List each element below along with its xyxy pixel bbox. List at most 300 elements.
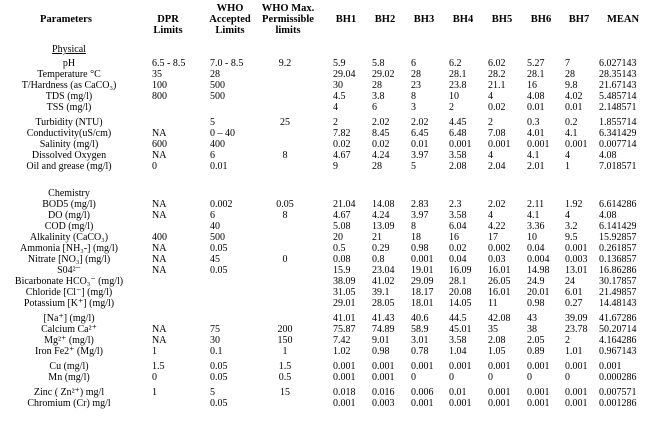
header-mean: MEAN: [606, 14, 640, 25]
parameter-name: Iron Fe2⁺ (Mg/l): [34, 346, 104, 357]
table-row: [0, 324, 653, 335]
bh3-value: 0: [411, 372, 416, 383]
bh7-value: 6.01: [565, 287, 583, 298]
bh5-value: 0.001: [488, 139, 511, 150]
mean-value: 21.49857: [599, 287, 637, 298]
bh6-value: 43: [527, 313, 537, 324]
table-row: [0, 161, 653, 172]
table-row: [0, 150, 653, 161]
who-accepted-limit: 28: [210, 69, 220, 80]
table-row: [0, 102, 653, 113]
parameter-name: Salinity (mg/l): [39, 139, 99, 150]
table-row: [0, 361, 653, 372]
bh6-value: 38: [527, 324, 537, 335]
bh6-value: 28.1: [527, 69, 545, 80]
mean-value: 4.08: [599, 150, 617, 161]
bh6-value: 20.01: [527, 287, 550, 298]
bh1-value: 0.001: [333, 372, 356, 383]
dpr-limit: 0: [152, 372, 157, 383]
mean-value: 7.018571: [599, 161, 637, 172]
bh5-value: 28.2: [488, 69, 506, 80]
bh7-value: 0.001: [565, 387, 588, 398]
bh3-value: 29.09: [411, 276, 434, 287]
bh1-value: 30: [333, 80, 343, 91]
bh2-value: 28.05: [372, 298, 395, 309]
who-accepted-limit: 0.05: [210, 243, 228, 254]
bh5-value: 4: [488, 91, 493, 102]
bh7-value: 1.92: [565, 199, 583, 210]
bh2-value: 0.02: [372, 139, 390, 150]
who-max-limit: 8: [282, 150, 288, 161]
who-accepted-limit: 0.01: [210, 161, 228, 172]
who-accepted-limit: 30: [210, 335, 220, 346]
header-who-accepted-limits: WHO Accepted Limits: [209, 3, 251, 36]
mean-value: 15.92857: [599, 232, 637, 243]
bh1-value: 29.01: [333, 298, 356, 309]
bh2-value: 2.02: [372, 117, 390, 128]
who-max-limit: 15: [280, 387, 290, 398]
dpr-limit: 400: [152, 232, 167, 243]
bh4-value: 6.2: [449, 58, 462, 69]
bh7-value: 0.001: [565, 398, 588, 409]
bh2-value: 74.89: [372, 324, 395, 335]
bh5-value: 0.02: [488, 102, 506, 113]
bh3-value: 8: [411, 91, 416, 102]
parameter-name: TSS (mg/l): [46, 102, 92, 113]
mean-value: 30.17857: [599, 276, 637, 287]
bh6-value: 4.1: [527, 210, 540, 221]
who-max-limit: 25: [280, 117, 290, 128]
table-row: [0, 128, 653, 139]
header-dpr-limits: DPR Limits: [153, 14, 183, 36]
bh3-value: 0.001: [411, 254, 434, 265]
bh4-value: 0: [449, 372, 454, 383]
bh7-value: 4.02: [565, 91, 583, 102]
table-row: [0, 398, 653, 409]
table-row: [0, 313, 653, 324]
dpr-limit: NA: [152, 150, 167, 161]
bh7-value: 0.2: [565, 117, 578, 128]
mean-value: 1.855714: [599, 117, 637, 128]
bh2-value: 0.001: [372, 361, 395, 372]
who-accepted-limit: 6: [210, 210, 215, 221]
bh4-value: 0.01: [449, 387, 467, 398]
table-row: [0, 139, 653, 150]
bh4-value: 28.1: [449, 276, 467, 287]
who-max-limit: 1: [282, 346, 288, 357]
bh4-value: 0.04: [449, 254, 467, 265]
table-row: [0, 91, 653, 102]
table-row: [0, 232, 653, 243]
bh6-value: 4.1: [527, 150, 540, 161]
bh4-value: 23.8: [449, 80, 467, 91]
bh7-value: 0.001: [565, 139, 588, 150]
bh3-value: 0.98: [411, 243, 429, 254]
bh5-value: 21.1: [488, 80, 506, 91]
bh1-value: 38.09: [333, 276, 356, 287]
parameter-name: Mn (mg/l): [48, 372, 90, 383]
bh7-value: 0.01: [565, 102, 583, 113]
mean-value: 41.67286: [599, 313, 637, 324]
dpr-limit: NA: [152, 199, 167, 210]
table-row: [0, 254, 653, 265]
bh5-value: 0.001: [488, 387, 511, 398]
who-max-limit: 0: [282, 254, 288, 265]
parameter-name: Potassium [K⁺] (mg/l): [23, 298, 115, 309]
parameter-name: S04²⁻: [57, 265, 81, 276]
dpr-limit: 1: [152, 346, 157, 357]
who-accepted-limit: 40: [210, 221, 220, 232]
bh3-value: 0.78: [411, 346, 429, 357]
mean-value: 28.35143: [599, 69, 637, 80]
mean-value: 0.001286: [599, 398, 637, 409]
bh7-value: 4.1: [565, 128, 578, 139]
bh6-value: 4.08: [527, 91, 545, 102]
bh3-value: 23: [411, 80, 421, 91]
section-chemistry-row: [0, 188, 653, 199]
bh2-value: 4.24: [372, 150, 390, 161]
who-accepted-limit: 0.002: [210, 199, 233, 210]
who-accepted-limit: 6: [210, 150, 215, 161]
bh4-value: 20.08: [449, 287, 472, 298]
bh1-value: 5.9: [333, 58, 346, 69]
bh5-value: 26.05: [488, 276, 511, 287]
bh5-value: 2.02: [488, 199, 506, 210]
bh5-value: 11: [488, 298, 498, 309]
bh1-value: 9: [333, 161, 338, 172]
bh1-value: 15.9: [333, 265, 351, 276]
section-physical-label: Physical: [52, 44, 86, 55]
parameter-name: Bicarbonate HCO₃⁻ (mg/l): [14, 276, 124, 287]
parameter-name: pH: [62, 58, 76, 69]
bh2-value: 0.29: [372, 243, 390, 254]
bh3-value: 0.006: [411, 387, 434, 398]
mean-value: 0.007714: [599, 139, 637, 150]
who-accepted-limit: 0.05: [210, 372, 228, 383]
header-bh6: BH6: [530, 14, 552, 25]
bh4-value: 10: [449, 91, 459, 102]
bh3-value: 8: [411, 221, 416, 232]
bh1-value: 21.04: [333, 199, 356, 210]
table-row: [0, 199, 653, 210]
bh3-value: 0.01: [411, 139, 429, 150]
bh6-value: 0.001: [527, 387, 550, 398]
parameter-name: BOD5 (mg/l): [42, 199, 96, 210]
dpr-limit: NA: [152, 324, 167, 335]
bh7-value: 0: [565, 372, 570, 383]
table-row: [0, 210, 653, 221]
bh2-value: 13.09: [372, 221, 395, 232]
dpr-limit: 35: [152, 69, 162, 80]
bh5-value: 1.05: [488, 346, 506, 357]
bh7-value: 0.27: [565, 298, 583, 309]
bh5-value: 35: [488, 324, 498, 335]
who-max-limit: 200: [277, 324, 293, 335]
bh7-value: 4: [565, 210, 570, 221]
section-physical-row: [0, 44, 653, 55]
who-accepted-limit: 45: [210, 254, 220, 265]
table-row: [0, 80, 653, 91]
who-accepted-limit: 0.05: [210, 265, 228, 276]
bh6-value: 0: [527, 372, 532, 383]
bh5-value: 42.08: [488, 313, 511, 324]
mean-value: 0.136857: [599, 254, 637, 265]
bh6-value: 0.98: [527, 298, 545, 309]
parameter-name: Ammonia [NH₃-] (mg/l): [20, 243, 118, 254]
table-row: [0, 287, 653, 298]
bh7-value: 9.8: [565, 80, 578, 91]
bh2-value: 39.1: [372, 287, 390, 298]
parameter-name: Temperature °C: [37, 69, 101, 80]
bh2-value: 0.001: [372, 372, 395, 383]
bh1-value: 29.04: [333, 69, 356, 80]
bh6-value: 0.01: [527, 102, 545, 113]
header-who-max-limits: WHO Max. Permissible limits: [261, 3, 315, 36]
bh6-value: 3.36: [527, 221, 545, 232]
bh5-value: 17: [488, 232, 498, 243]
bh1-value: 75.87: [333, 324, 356, 335]
who-accepted-limit: 7.0 - 8.5: [210, 58, 244, 69]
parameter-name: Cu (mg/l): [49, 361, 89, 372]
section-chemistry-label: Chemistry: [48, 188, 90, 199]
who-accepted-limit: 0 – 40: [210, 128, 235, 139]
bh3-value: 40.6: [411, 313, 429, 324]
bh3-value: 3.01: [411, 335, 429, 346]
bh2-value: 14.08: [372, 199, 395, 210]
bh4-value: 44.5: [449, 313, 467, 324]
header-bh7: BH7: [568, 14, 590, 25]
bh5-value: 2.04: [488, 161, 506, 172]
bh1-value: 7.82: [333, 128, 351, 139]
bh3-value: 6.45: [411, 128, 429, 139]
header-bh4: BH4: [452, 14, 474, 25]
bh4-value: 0.001: [449, 139, 472, 150]
mean-value: 14.48143: [599, 298, 637, 309]
bh6-value: 16: [527, 80, 537, 91]
who-accepted-limit: 5: [210, 117, 215, 128]
bh6-value: 24.9: [527, 276, 545, 287]
bh1-value: 0.08: [333, 254, 351, 265]
mean-value: 4.08: [599, 210, 617, 221]
mean-value: 4.164286: [599, 335, 637, 346]
bh1-value: 0.02: [333, 139, 351, 150]
bh5-value: 4: [488, 150, 493, 161]
bh3-value: 0.001: [411, 361, 434, 372]
bh3-value: 18.17: [411, 287, 434, 298]
bh6-value: 2.01: [527, 161, 545, 172]
bh4-value: 3.58: [449, 335, 467, 346]
bh6-value: 0.3: [527, 117, 540, 128]
mean-value: 0.261857: [599, 243, 637, 254]
bh2-value: 28: [372, 161, 382, 172]
bh5-value: 4: [488, 210, 493, 221]
bh7-value: 39.09: [565, 313, 588, 324]
who-max-limit: 0.5: [278, 372, 292, 383]
parameter-name: Alkalinity (CaCO₃): [29, 232, 109, 243]
bh3-value: 2.02: [411, 117, 429, 128]
bh3-value: 0.001: [411, 398, 434, 409]
bh7-value: 2: [565, 335, 570, 346]
bh1-value: 31.05: [333, 287, 356, 298]
bh5-value: 7.08: [488, 128, 506, 139]
dpr-limit: NA: [152, 254, 167, 265]
bh4-value: 28.1: [449, 69, 467, 80]
bh7-value: 7: [565, 58, 570, 69]
bh2-value: 0.003: [372, 398, 395, 409]
parameter-name: COD (mg/l): [44, 221, 94, 232]
bh6-value: 10: [527, 232, 537, 243]
bh7-value: 1.01: [565, 346, 583, 357]
dpr-limit: 100: [152, 80, 167, 91]
bh5-value: 2.08: [488, 335, 506, 346]
who-accepted-limit: 0.1: [210, 346, 223, 357]
bh1-value: 41.01: [333, 313, 356, 324]
bh4-value: 6.04: [449, 221, 467, 232]
table-row: [0, 387, 653, 398]
bh4-value: 6.48: [449, 128, 467, 139]
bh2-value: 4.24: [372, 210, 390, 221]
bh6-value: 0.89: [527, 346, 545, 357]
dpr-limit: 1.5: [152, 361, 165, 372]
bh7-value: 0.001: [565, 361, 588, 372]
bh5-value: 0.03: [488, 254, 506, 265]
bh5-value: 16.01: [488, 265, 511, 276]
bh6-value: 4.01: [527, 128, 545, 139]
who-max-limit: 1.5: [278, 361, 292, 372]
table-row: [0, 335, 653, 346]
mean-value: 21.67143: [599, 80, 637, 91]
parameter-name: DO (mg/l): [48, 210, 90, 221]
bh4-value: 16: [449, 232, 459, 243]
parameter-name: Nitrate [NO₃] (mg/l): [27, 254, 111, 265]
who-accepted-limit: 400: [210, 139, 225, 150]
bh4-value: 2.08: [449, 161, 467, 172]
bh3-value: 18: [411, 232, 421, 243]
mean-value: 6.141429: [599, 221, 637, 232]
parameter-name: Zinc ( Zn²⁺) mg/l: [33, 387, 105, 398]
mean-value: 6.341429: [599, 128, 637, 139]
parameter-name: Conductivity(uS/cm): [26, 128, 112, 139]
dpr-limit: NA: [152, 265, 167, 276]
mean-value: 0.001: [599, 361, 622, 372]
bh2-value: 28: [372, 80, 382, 91]
table-row: [0, 346, 653, 357]
bh2-value: 23.04: [372, 265, 395, 276]
mean-value: 0.007571: [599, 387, 637, 398]
bh4-value: 2.3: [449, 199, 462, 210]
mean-value: 0.000286: [599, 372, 637, 383]
dpr-limit: 800: [152, 91, 167, 102]
bh5-value: 4.22: [488, 221, 506, 232]
bh1-value: 0.018: [333, 387, 356, 398]
parameter-name: T/Hardness (as CaCO₃): [21, 80, 117, 91]
header-bh5: BH5: [491, 14, 513, 25]
mean-value: 2.148571: [599, 102, 637, 113]
bh6-value: 14.98: [527, 265, 550, 276]
bh1-value: 4.5: [333, 91, 346, 102]
bh4-value: 3.58: [449, 150, 467, 161]
bh6-value: 5.27: [527, 58, 545, 69]
header-bh1: BH1: [335, 14, 357, 25]
dpr-limit: NA: [152, 243, 167, 254]
bh7-value: 9.5: [565, 232, 578, 243]
parameter-name: Dissolved Oxygen: [31, 150, 107, 161]
parameter-name: Calcium Ca²⁺: [41, 324, 97, 335]
table-row: [0, 243, 653, 254]
who-accepted-limit: 0.05: [210, 361, 228, 372]
parameter-name: Oil and grease (mg/l): [26, 161, 112, 172]
table-row: [0, 276, 653, 287]
bh5-value: 0: [488, 372, 493, 383]
bh2-value: 29.02: [372, 69, 395, 80]
parameter-name: Mg²⁺ (mg/l): [44, 335, 94, 346]
bh5-value: 16.01: [488, 287, 511, 298]
bh7-value: 24: [565, 276, 575, 287]
table-row: [0, 265, 653, 276]
bh1-value: 0.5: [333, 243, 346, 254]
bh3-value: 2.83: [411, 199, 429, 210]
who-accepted-limit: 500: [210, 80, 225, 91]
bh2-value: 0.8: [372, 254, 385, 265]
bh4-value: 3.58: [449, 210, 467, 221]
bh4-value: 4.45: [449, 117, 467, 128]
parameter-name: [Na⁺] (mg/l): [43, 313, 95, 324]
dpr-limit: 6.5 - 8.5: [152, 58, 186, 69]
bh4-value: 0.001: [449, 398, 472, 409]
bh7-value: 4: [565, 150, 570, 161]
bh2-value: 0.016: [372, 387, 395, 398]
bh6-value: 0.001: [527, 139, 550, 150]
bh7-value: 13.01: [565, 265, 588, 276]
bh1-value: 4: [333, 102, 338, 113]
bh2-value: 6: [372, 102, 377, 113]
bh1-value: 1.02: [333, 346, 351, 357]
bh1-value: 5.08: [333, 221, 351, 232]
bh2-value: 21: [372, 232, 382, 243]
bh1-value: 4.67: [333, 210, 351, 221]
bh5-value: 0.002: [488, 243, 511, 254]
bh4-value: 0.02: [449, 243, 467, 254]
parameter-name: Chloride [Cl⁻] (mg/l): [25, 287, 113, 298]
bh2-value: 3.8: [372, 91, 385, 102]
bh2-value: 8.45: [372, 128, 390, 139]
who-max-limit: 0.05: [276, 199, 294, 210]
bh7-value: 0.003: [565, 254, 588, 265]
dpr-limit: 1: [152, 387, 157, 398]
table-row: [0, 221, 653, 232]
table-row: [0, 372, 653, 383]
header-bh3: BH3: [413, 14, 435, 25]
who-max-limit: 8: [282, 210, 288, 221]
dpr-limit: NA: [152, 128, 167, 139]
bh6-value: 2.11: [527, 199, 545, 210]
bh7-value: 0.001: [565, 243, 588, 254]
bh1-value: 7.42: [333, 335, 351, 346]
bh2-value: 0.98: [372, 346, 390, 357]
dpr-limit: NA: [152, 210, 167, 221]
parameter-name: TDS (mg/l): [45, 91, 93, 102]
mean-value: 6.027143: [599, 58, 637, 69]
who-accepted-limit: 75: [210, 324, 220, 335]
parameter-name: Turbidity (NTU): [35, 117, 103, 128]
bh7-value: 1: [565, 161, 570, 172]
bh3-value: 18.01: [411, 298, 434, 309]
bh3-value: 19.01: [411, 265, 434, 276]
bh1-value: 2: [333, 117, 338, 128]
bh1-value: 20: [333, 232, 343, 243]
who-accepted-limit: 500: [210, 91, 225, 102]
bh4-value: 16.09: [449, 265, 472, 276]
